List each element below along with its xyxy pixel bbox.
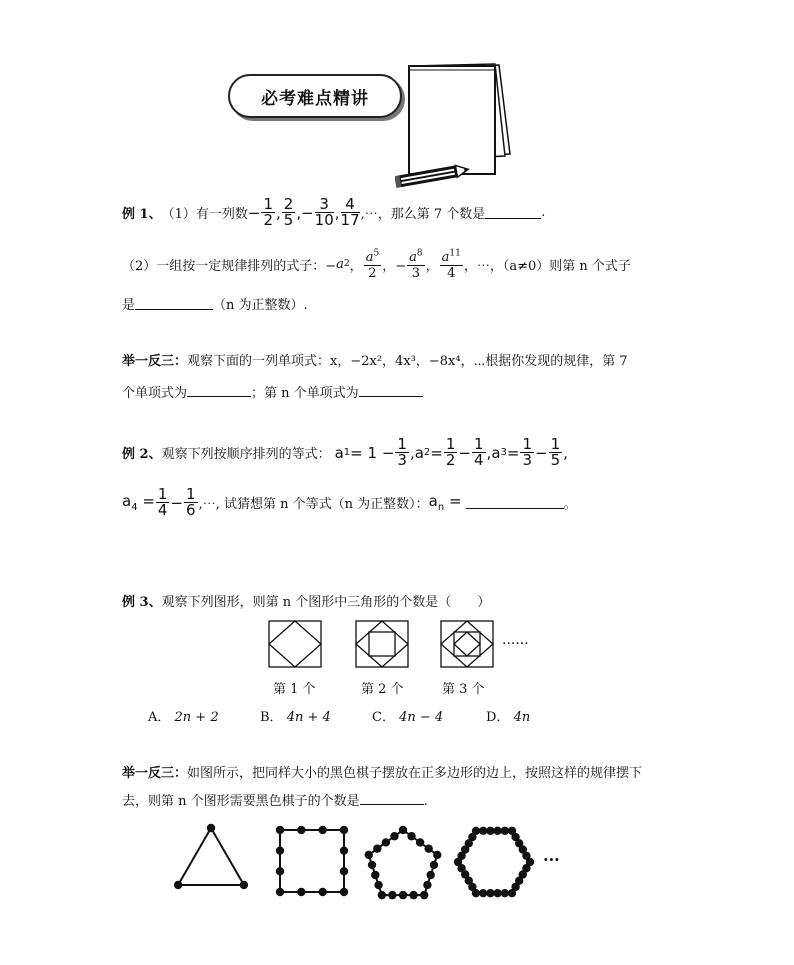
answer-blank[interactable]: [485, 206, 541, 219]
pentagon-dot: [433, 851, 441, 859]
option-key: D．: [486, 710, 510, 725]
equation-operator: =: [430, 443, 443, 462]
period: .: [423, 794, 428, 809]
pentagon-dot: [424, 844, 432, 852]
pentagon-dot: [426, 871, 434, 879]
squares-figure: [268, 620, 518, 670]
pentagon-dot: [420, 891, 428, 899]
expression-sequence: [350, 247, 464, 281]
example-3-line: [122, 591, 490, 610]
sequence-sign: ,−: [296, 203, 314, 222]
expression-separator: ，−: [382, 258, 407, 274]
option-value: 4n − 4: [399, 710, 444, 725]
square-dot: [340, 846, 348, 854]
square-dot: [276, 888, 284, 896]
square-figure-1: [269, 621, 321, 667]
option-value: 2n + 2: [174, 710, 219, 725]
hexagon-dot: [472, 827, 480, 835]
square-outline: [280, 830, 344, 892]
comma: ,: [563, 443, 568, 462]
equation: [415, 437, 492, 468]
square-dot: [276, 826, 284, 834]
comma: ,: [409, 443, 415, 462]
expression-fraction: $\frac{a^5}{2}$: [365, 249, 380, 282]
comma: ,: [486, 443, 492, 462]
practice-1-text-a: 个单项式为: [122, 386, 188, 401]
practice-2-label: 举一反三：: [122, 766, 188, 781]
equation-base: a: [414, 443, 424, 462]
equation-sequence: [331, 437, 568, 468]
caption-3: 第 3 个: [442, 682, 485, 697]
triangle-dot: [174, 881, 182, 889]
number-sequence: [248, 197, 361, 228]
example-1-part-2-prefix: （2）一组按一定规律排列的式子：−: [122, 258, 337, 274]
practice-1-text: 观察下面的一列单项式：x，−2x²，4x³，−8x⁴，⋯根据你发现的规律，第 7: [187, 354, 628, 369]
practice-2-line1: [122, 762, 642, 781]
eq4-subscript: 4: [131, 502, 138, 513]
square-dot: [318, 826, 326, 834]
equation-subscript: 3: [500, 447, 507, 458]
answer-blank[interactable]: [187, 384, 251, 397]
hexagon-dot: [486, 827, 494, 835]
base-a: a: [441, 250, 450, 266]
line-prefix: 是: [122, 298, 136, 313]
pentagon-dot: [390, 832, 398, 840]
equation-operator: =: [506, 443, 520, 462]
polygon-dots-figure: [165, 818, 585, 918]
answer-blank[interactable]: [135, 297, 213, 310]
square-dot: [340, 826, 348, 834]
equation-base: a: [334, 443, 344, 462]
square-dot: [318, 888, 326, 896]
sequence-sign: −: [247, 203, 261, 222]
period: .: [541, 205, 546, 220]
option-a[interactable]: [148, 706, 219, 725]
pentagon-dot: [409, 891, 417, 899]
pentagon-dot: [388, 891, 396, 899]
option-d[interactable]: [486, 706, 530, 725]
pentagon-dot: [374, 881, 382, 889]
equation-subscript: 2: [423, 447, 431, 458]
practice-2-line2: [122, 790, 428, 809]
square-dot: [276, 867, 284, 875]
pentagon-dot: [371, 871, 379, 879]
pentagon-dot: [365, 851, 373, 859]
option-b[interactable]: [260, 706, 331, 725]
triangle-dot: [240, 881, 248, 889]
base-a: a: [365, 250, 374, 266]
pentagon-dot: [382, 838, 390, 846]
practice-1-label: 举一反三：: [122, 354, 188, 369]
hexagon-dot: [508, 889, 516, 897]
equation-operator: = 1 −: [350, 443, 395, 462]
square-dot: [340, 867, 348, 875]
expression-fraction: $\frac{a^{11}}{4}$: [441, 249, 461, 282]
an-equals: =: [448, 492, 462, 510]
pentagon-dot: [399, 826, 407, 834]
pentagon-dot: [407, 832, 415, 840]
practice-2-text-a: 去，则第 n 个图形需要黑色棋子的个数是: [122, 794, 360, 809]
example-1-part-1: [122, 197, 545, 228]
pentagon-dot: [373, 844, 381, 852]
equation-fraction: $\frac{1}{5}$: [550, 435, 561, 469]
sequence-fraction: $\frac{3}{10}$: [314, 195, 334, 229]
option-c[interactable]: [372, 706, 443, 725]
eq4-base: a: [122, 492, 132, 510]
caption-2: 第 2 个: [361, 682, 404, 697]
expression-separator: ，: [425, 258, 439, 274]
line-tail: （n 为正整数）.: [213, 298, 308, 313]
base-a: a: [336, 256, 344, 272]
caption-1: 第 1 个: [273, 682, 316, 697]
pentagon-dot: [416, 838, 424, 846]
pentagon-dot: [430, 861, 438, 869]
answer-blank[interactable]: [360, 792, 424, 805]
option-key: C．: [372, 710, 395, 725]
hexagon-dot: [501, 827, 509, 835]
hexagon-dot: [501, 889, 509, 897]
example-2-line1: [122, 437, 568, 468]
practice-1-line1: [122, 350, 628, 369]
example-1-part-2-line2: [122, 294, 308, 313]
square-dot: [276, 846, 284, 854]
triangle-outline: [178, 828, 244, 885]
end-mark: 。: [563, 497, 577, 512]
example-1-part-2: [122, 247, 631, 281]
example-1-label: 例 1、: [122, 207, 162, 222]
equation-fraction: $\frac{1}{3}$: [522, 435, 533, 469]
equation-base: a: [491, 443, 501, 462]
an-base: a: [428, 492, 438, 510]
example-1-part-2-tail: ，⋯，（a≠0）则第 n 个式子: [463, 258, 631, 274]
square-dot: [340, 888, 348, 896]
expression-separator: ，: [349, 258, 363, 274]
answer-blank[interactable]: [359, 384, 423, 397]
hexagon-dot: [493, 827, 501, 835]
square-figure-2: [356, 621, 408, 667]
practice-1-line2: [122, 382, 423, 401]
option-key: A．: [148, 710, 171, 725]
exponent: 2: [343, 259, 350, 270]
exponent: 8: [416, 249, 423, 259]
example-3-text: 观察下列图形，则第 n 个图形中三角形的个数是（ ）: [161, 595, 491, 610]
sequence-fraction: $\frac{1}{2}$: [263, 195, 273, 229]
figure-ellipsis: ······: [502, 636, 529, 652]
sequence-sign: ,: [334, 203, 340, 222]
equation: [491, 437, 568, 468]
pentagon-dot: [399, 891, 407, 899]
hexagon-dot: [522, 852, 530, 860]
square-figure-3: [441, 621, 493, 667]
equation-fraction: $\frac{1}{4}$: [474, 435, 484, 469]
equation: [335, 437, 415, 468]
option-key: B．: [260, 710, 283, 725]
pentagon-dot: [368, 861, 376, 869]
example-2-line2: $a_4$ = $\frac{1}{4}$ − $\frac{1}{6}$ ,⋯, 试猜想第 n 个等式（n 为正整数）： $a_n$ = 。: [122, 485, 577, 519]
hexagon-dot: [493, 889, 501, 897]
pentagon-dot: [423, 881, 431, 889]
option-value: 4n + 4: [286, 710, 331, 725]
option-value: 4n: [513, 710, 531, 725]
sequence-fraction: $\frac{4}{17}$: [340, 195, 360, 229]
equation-fraction: $\frac{1}{3}$: [397, 435, 407, 469]
eq4-fraction-1: $\frac{1}{4}$: [157, 485, 168, 519]
hexagon-dot: [479, 827, 487, 835]
dots-ellipsis: ···: [543, 850, 560, 869]
sequence-fraction: $\frac{2}{5}$: [283, 195, 294, 229]
example-3-label: 例 3、: [122, 595, 162, 610]
square-dot: [297, 826, 305, 834]
notebook-pencil-icon: [395, 62, 520, 192]
exponent: 5: [373, 249, 380, 259]
hexagon-dot: [486, 889, 494, 897]
example-2-line2-tail: ,⋯, 试猜想第 n 个等式（n 为正整数）：: [198, 497, 429, 512]
practice-2-text: 如图所示，把同样大小的黑色棋子摆放在正多边形的边上，按照这样的规律摆下: [187, 766, 643, 781]
sequence-sign: ,: [275, 203, 281, 222]
base-a: a: [409, 250, 417, 266]
answer-blank[interactable]: [466, 496, 564, 509]
square-dot: [297, 888, 305, 896]
hexagon-dot: [479, 889, 487, 897]
exponent: 11: [449, 249, 461, 259]
eq4-fraction-2: $\frac{1}{6}$: [186, 485, 196, 519]
minus: −: [535, 443, 548, 462]
banner-title: 必考难点精讲: [261, 88, 369, 109]
example-1-part-1-tail: ,⋯，那么第 7 个数是: [360, 207, 486, 222]
triangle-dot: [207, 824, 215, 832]
an-subscript: n: [437, 502, 445, 513]
expression-fraction: $\frac{a^8}{3}$: [409, 249, 423, 282]
pentagon-dot: [378, 891, 386, 899]
example-2-text: 观察下列按顺序排列的等式：: [161, 447, 331, 462]
practice-1-text-b: ；第 n 个单项式为: [251, 386, 359, 401]
section-banner: [228, 74, 402, 118]
minus: −: [458, 443, 471, 462]
equation-subscript: 1: [343, 447, 351, 458]
example-2-label: 例 2、: [122, 447, 162, 462]
equation-fraction: $\frac{1}{2}$: [445, 435, 456, 469]
example-1-part-1-prefix: （1）有一列数: [161, 207, 248, 222]
